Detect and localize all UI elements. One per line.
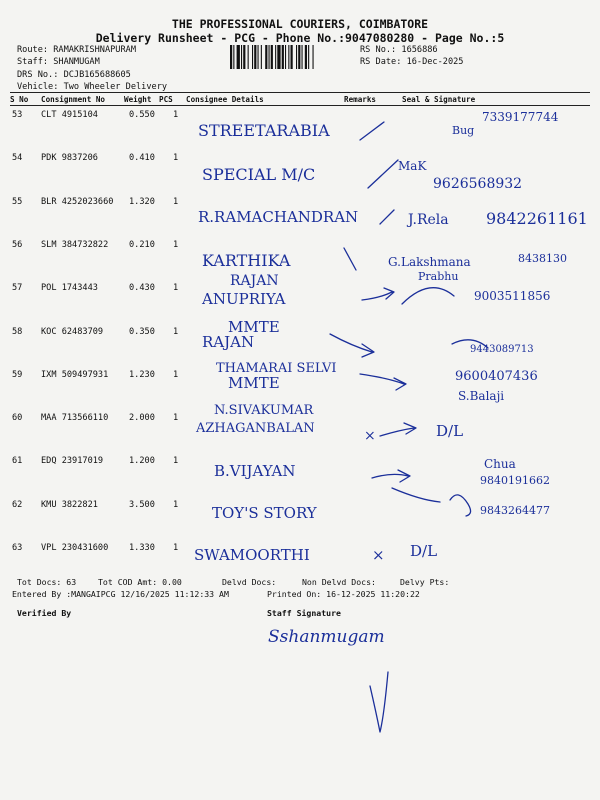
tick-mark xyxy=(368,160,398,188)
staff: Staff: SHANMUGAM xyxy=(17,57,100,67)
hw-phone: 9003511856 xyxy=(474,289,551,303)
cell-sno: 55 xyxy=(12,197,23,207)
cell-weight: 1.230 xyxy=(129,370,155,380)
cell-consignment-no: BLR 4252023660 xyxy=(41,197,114,207)
cell-sno: 59 xyxy=(12,370,23,380)
cell-consignment-no: KMU 3822821 xyxy=(41,500,98,510)
cell-weight: 0.430 xyxy=(129,283,155,293)
check-mark xyxy=(370,672,388,732)
cell-sno: 53 xyxy=(12,110,23,120)
cell-weight: 2.000 xyxy=(129,413,155,423)
tot-docs: Tot Docs: 63 xyxy=(17,577,77,587)
verified-by: Verified By xyxy=(17,608,72,618)
hw-phone: 9843264477 xyxy=(480,504,550,517)
hw-name: MMTE xyxy=(228,374,280,392)
hw-name: TOY'S STORY xyxy=(212,504,317,522)
hw-signature xyxy=(450,495,471,516)
cell-sno: 63 xyxy=(12,543,23,553)
cell-consignment-no: POL 1743443 xyxy=(41,283,98,293)
cell-consignment-no: SLM 384732822 xyxy=(41,240,109,250)
cell-pcs: 1 xyxy=(173,413,179,423)
hw-name: ANUPRIYA xyxy=(202,290,286,308)
cell-pcs: 1 xyxy=(173,370,179,380)
tot-cod: Tot COD Amt: 0.00 xyxy=(98,577,182,587)
hw-signature: Bug xyxy=(452,124,475,137)
col-consignee: Consignee Details xyxy=(186,95,264,104)
cell-consignment-no: KOC 62483709 xyxy=(41,327,104,337)
arrow xyxy=(362,288,394,300)
hw-phone: 9600407436 xyxy=(455,369,538,384)
hw-signature: Prabhu xyxy=(418,270,459,283)
cell-consignment-no: PDK 9837206 xyxy=(41,153,98,163)
entered-by: Entered By :MANGAIPCG 12/16/2025 11:12:33 AM xyxy=(12,589,229,599)
hw-name: SPECIAL M/C xyxy=(202,165,316,184)
hw-name: RAJAN xyxy=(230,273,279,289)
non-delvd-docs: Non Delvd Docs: xyxy=(302,577,376,587)
staff-signature-label: Staff Signature xyxy=(267,608,341,618)
col-seal: Seal & Signature xyxy=(402,95,476,104)
cell-pcs: 1 xyxy=(173,240,179,250)
hw-phone: 9842261161 xyxy=(486,209,588,228)
hw-phone: 9443089713 xyxy=(470,344,534,355)
arrow xyxy=(380,423,416,436)
cell-sno: 57 xyxy=(12,283,23,293)
hw-name: THAMARAI SELVI xyxy=(216,361,337,376)
arrow xyxy=(392,488,440,502)
cell-weight: 1.200 xyxy=(129,456,155,466)
cell-sno: 56 xyxy=(12,240,23,250)
hw-signature xyxy=(402,288,454,304)
cross-mark: × xyxy=(372,546,385,564)
hw-name: SWAMOORTHI xyxy=(194,546,310,564)
col-weight: Weight xyxy=(124,95,152,104)
hw-remark: D/L xyxy=(410,542,438,560)
cell-weight: 0.210 xyxy=(129,240,155,250)
hw-name: KARTHIKA xyxy=(202,251,291,270)
cell-pcs: 1 xyxy=(173,327,179,337)
cell-pcs: 1 xyxy=(173,456,179,466)
cell-consignment-no: VPL 230431600 xyxy=(41,543,109,553)
arrow xyxy=(330,334,374,357)
hw-name: RAJAN xyxy=(202,333,255,351)
cell-consignment-no: MAA 713566110 xyxy=(41,413,109,423)
hw-phone: 7339177744 xyxy=(482,110,559,124)
cell-weight: 0.550 xyxy=(129,110,155,120)
hw-phone: 9840191662 xyxy=(480,474,550,487)
hw-name: N.SIVAKUMAR xyxy=(214,403,314,418)
cell-pcs: 1 xyxy=(173,153,179,163)
cell-sno: 60 xyxy=(12,413,23,423)
col-sno: S No xyxy=(10,95,29,104)
hw-phone: 8438130 xyxy=(518,252,567,265)
cell-pcs: 1 xyxy=(173,283,179,293)
cell-weight: 3.500 xyxy=(129,500,155,510)
col-pcs: PCS xyxy=(159,95,173,104)
cell-pcs: 1 xyxy=(173,500,179,510)
hw-signature: J.Rela xyxy=(408,212,449,228)
runsheet-subtitle: Delivery Runsheet - PCG - Phone No.:9047080280 - Page No.:5 xyxy=(95,31,505,45)
tick-mark xyxy=(360,122,384,140)
delvd-docs: Delvd Docs: xyxy=(222,577,277,587)
cell-sno: 61 xyxy=(12,456,23,466)
hw-signature: MaK xyxy=(398,159,427,173)
cell-pcs: 1 xyxy=(173,543,179,553)
cell-weight: 1.330 xyxy=(129,543,155,553)
drs-number: DRS No.: DCJB165688605 xyxy=(17,70,131,80)
cell-pcs: 1 xyxy=(173,197,179,207)
cell-consignment-no: CLT 4915104 xyxy=(41,110,98,120)
tick-mark xyxy=(344,248,356,270)
hw-name: MMTE xyxy=(228,318,280,336)
hw-signature: Chua xyxy=(484,457,516,471)
hw-name: R.RAMACHANDRAN xyxy=(198,208,359,226)
cell-sno: 58 xyxy=(12,327,23,337)
company-title: THE PROFESSIONAL COURIERS, COIMBATORE xyxy=(171,17,429,31)
hw-signature: S.Balaji xyxy=(458,389,505,403)
rs-date: RS Date: 16-Dec-2025 xyxy=(360,57,464,67)
cell-weight: 0.350 xyxy=(129,327,155,337)
tick-mark xyxy=(380,210,394,224)
hw-name: STREETARABIA xyxy=(198,121,330,140)
cell-weight: 1.320 xyxy=(129,197,155,207)
cell-consignment-no: IXM 509497931 xyxy=(41,370,109,380)
staff-signature: Sshanmugam xyxy=(268,627,385,647)
arrow xyxy=(372,470,410,482)
hw-remark: D/L xyxy=(436,422,464,440)
route: Route: RAMAKRISHNAPURAM xyxy=(17,45,136,55)
cell-sno: 62 xyxy=(12,500,23,510)
printed-on: Printed On: 16-12-2025 11:20:22 xyxy=(267,589,420,599)
hw-name: B.VIJAYAN xyxy=(214,462,296,480)
hw-signature: G.Lakshmana xyxy=(388,255,471,269)
cell-weight: 0.410 xyxy=(129,153,155,163)
rs-number: RS No.: 1656886 xyxy=(360,45,438,55)
cross-mark: × xyxy=(364,428,376,444)
col-remarks: Remarks xyxy=(344,95,377,104)
vehicle: Vehicle: Two Wheeler Delivery xyxy=(17,82,168,92)
delvy-pts: Delvy Pts: xyxy=(400,577,450,587)
cell-consignment-no: EDQ 23917019 xyxy=(41,456,104,466)
cell-pcs: 1 xyxy=(173,110,179,120)
col-consignment: Consignment No xyxy=(41,95,106,104)
hw-name: AZHAGANBALAN xyxy=(196,421,315,436)
cell-sno: 54 xyxy=(12,153,23,163)
arrow xyxy=(360,374,406,390)
hw-phone: 9626568932 xyxy=(433,176,523,192)
